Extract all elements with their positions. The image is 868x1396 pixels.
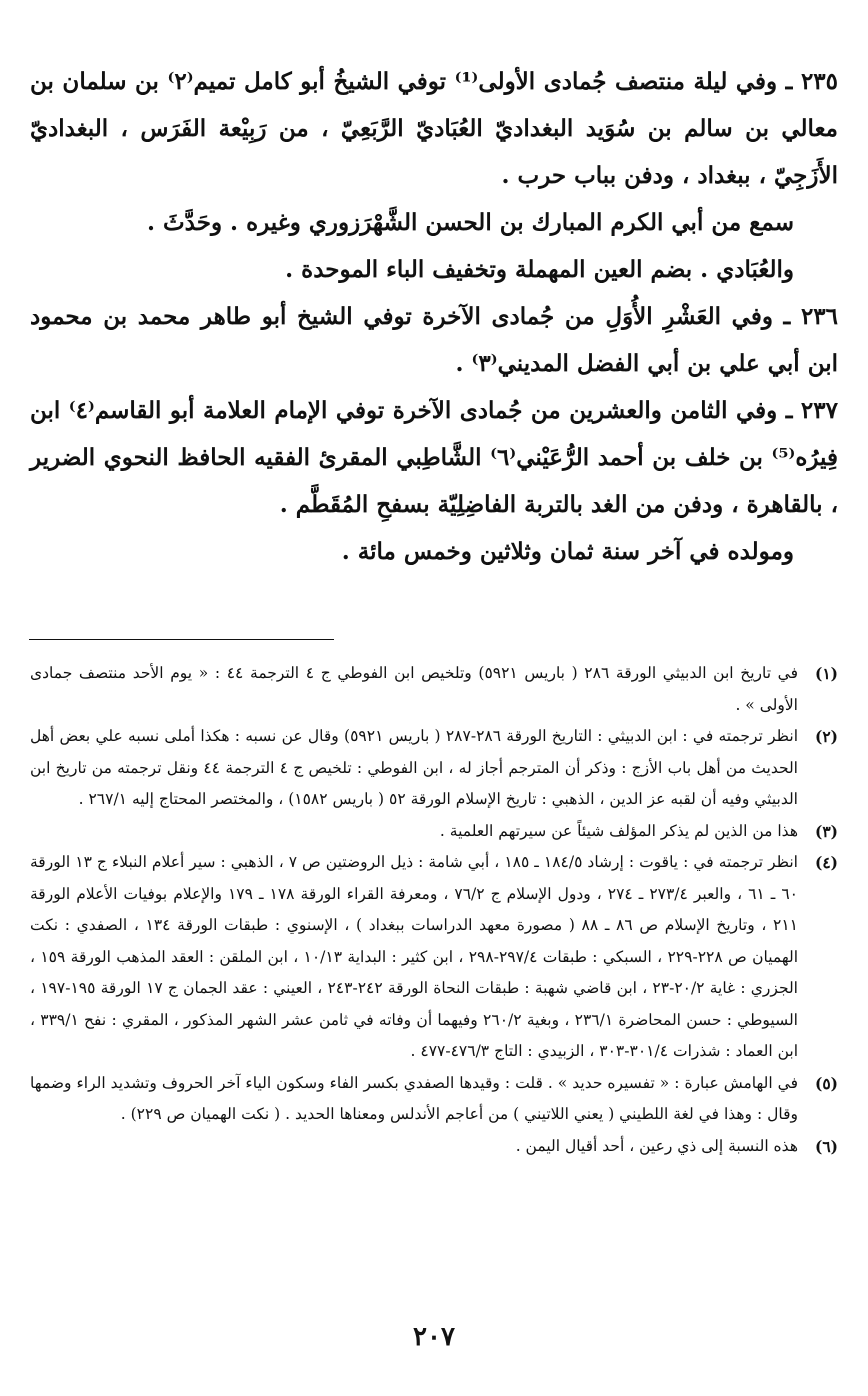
main-text: [30, 58, 838, 575]
footnote: [30, 658, 838, 721]
footnote-text: انظر ترجمته في : ياقوت : إرشاد ١٨٤/٥ ـ ١٨٥ ، أبي شامة : ذيل الروضتين ص ٧ ، الذهبي : سير أعلام النبلاء ج ١٣ الورقة ٦٠ ـ ٦١ ، والعبر ٢٧٣/٤ ـ ٢٧٤ ، ودول الإسلام ج ٧٦/٢ ، ومعرفة القراء الورقة ١٧٨ ـ ١٧٩ والإعلام بوفيات الأعلام الورقة ٢١١ ، وتاريخ الإسلام ص ٨٦ ـ ٨٨ ( مصورة معهد الدراسات ببغداد ) ، الإسنوي : طبقات الورقة ١٣٤ ، الصفدي : نكت الهميان ص ٢٢٨-٢٢٩ ، السبكي : طبقات ٢٩٧/٤-٢٩٨ ، ابن كثير : البداية ١٠/١٣ ، ابن الملقن : العقد المذهب الورقة ١٥٩ ، الجزري : غاية ٢٠/٢-٢٣ ، ابن قاضي شهبة : طبقات النحاة الورقة ٢٤٢-٢٤٣ ، العيني : عقد الجمان ج ١٧ الورقة ١٩٥-١٩٧ ، السيوطي : حسن المحاضرة ٢٣٦/١ ، وبغية ٢٦٠/٢ وفيهما أن وفاته في ثامن عشر الشهر المذكور ، المقري : نفح ٣٣٩/١ ، ابن العماد : شذرات ٣٠١/٤-٣٠٣ ، الزبيدي : التاج ٤٧٦/٣-٤٧٧ .: [30, 853, 799, 1060]
footnote: [30, 847, 838, 1068]
footnote: [30, 1131, 838, 1163]
footnote-text: في الهامش عبارة : « تفسيره حديد » . قلت : وقيدها الصفدي بكسر الفاء وسكون الياء آخر الحروف وتشديد الراء وضمها وقال : وهذا في لغة اللطيني ( يعني اللاتيني ) من أعاجم الأندلس ومعناها الحديد . ( نكت الهميان ص ٢٢٩) .: [30, 1073, 798, 1123]
footnote: [30, 816, 838, 848]
paragraph-ubadi-note: والعُبَادي . بضم العين المهملة وتخفيف الباء الموحدة .: [285, 256, 794, 283]
footnote-number: (١): [814, 664, 838, 683]
footnote-text: انظر ترجمته في : ابن الدبيثي : التاريخ الورقة ٢٨٦-٢٨٧ ( باريس ٥٩٢١) وقال عن نسبه : هكذا أملى نسبه علي بعض أهل الحديث من أهل باب الأزج : وذكر أن المترجم أجاز له ، ابن الفوطي : تلخيص ج ٤ الترجمة ٤٤ ونقل ترجمته من تاريخ ابن الدبيثي وفيه أن لقبه عز الدين ، الذهبي : تاريخ الإسلام الورقة ٥٢ ( باريس ١٥٨٢) ، والمختصر المحتاج إليه ٢٦٧/١ .: [30, 727, 799, 808]
footnote-number: (٥): [814, 1073, 838, 1093]
footnote-divider: [29, 639, 334, 640]
footnote-text: في تاريخ ابن الدبيثي الورقة ٢٨٦ ( باريس ٥٩٢١) وتلخيص ابن الفوطي ج ٤ الترجمة ٤٤ : « يوم الأحد منتصف جمادى الأولى » .: [30, 664, 799, 714]
footnote-number: (٦): [814, 1136, 838, 1156]
entry-235: ٢٣٥ ـ وفي ليلة منتصف جُمادى الأولى⁽¹⁾ توفي الشيخُ أبو كامل تميم⁽٢⁾ بن سلمان بن معالي بن سالم بن سُوَيد البغداديّ العُبَاديّ الرَّبَعِيّ ، من رَبِيْعة الفَرَس ، البغداديّ الأَزَجِيّ ، ببغداد ، ودفن بباب حرب .: [30, 68, 839, 189]
footnote-number: (٤): [814, 853, 838, 872]
paragraph-birth: ومولده في آخر سنة ثمان وثلاثين وخمس مائة .: [341, 538, 794, 565]
footnote-text: هذه النسبة إلى ذي رعين ، أحد أقيال اليمن .: [515, 1136, 798, 1155]
footnote: [30, 1068, 838, 1131]
paragraph-heard-from: سمع من أبي الكرم المبارك بن الحسن الشَّهْرَزوري وغيره . وحَدَّثَ .: [146, 209, 794, 236]
footnotes: [30, 658, 838, 1162]
footnote-number: (٣): [814, 821, 838, 841]
footnote-text: هذا من الذين لم يذكر المؤلف شيئاً عن سيرتهم العلمية .: [439, 821, 798, 840]
entry-236: ٢٣٦ ـ وفي العَشْرِ الأُوَلِ من جُمادى الآخرة توفي الشيخ أبو طاهر محمد بن محمود ابن أبي علي بن أبي الفضل المديني⁽٣⁾ .: [30, 303, 838, 377]
footnote-number: (٢): [814, 727, 838, 746]
entry-237: ٢٣٧ ـ وفي الثامن والعشرين من جُمادى الآخرة توفي الإمام العلامة أبو القاسم⁽٤⁾ ابن فِيرُه⁽⁵⁾ بن خلف بن أحمد الرُّعَيْني⁽٦⁾ الشَّاطِبي المقرئ الفقيه الحافظ النحوي الضرير ، بالقاهرة ، ودفن من الغد بالتربة الفاضِلِيّة بسفحِ المُقَطَّم .: [30, 397, 838, 518]
footnote: [30, 721, 838, 816]
page-number: ٢٠٧: [413, 1322, 455, 1352]
